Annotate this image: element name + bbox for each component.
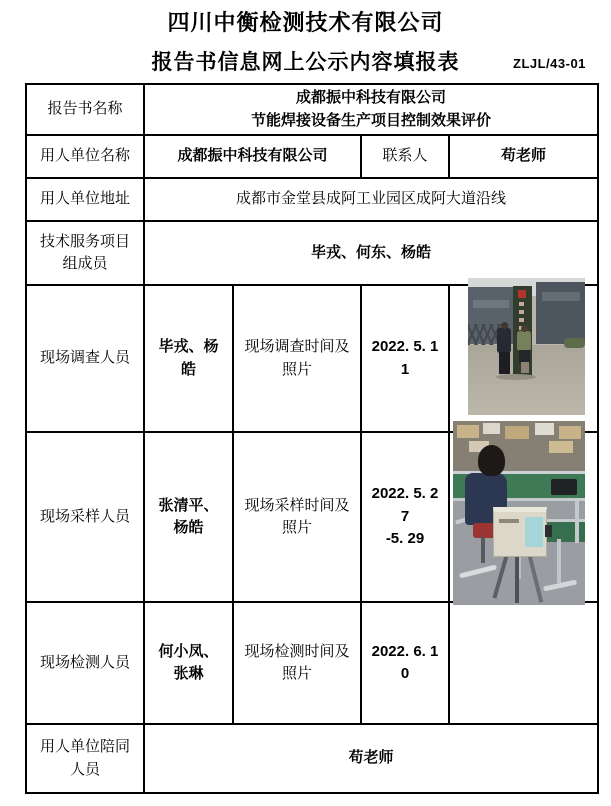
photo-worker-head <box>478 445 505 476</box>
photo-box <box>505 426 529 439</box>
photo-shadow <box>496 374 536 380</box>
survey-time-label: 现场调查时间及照片 <box>233 285 361 432</box>
testing-date <box>361 602 449 724</box>
photo-building-windows <box>473 300 509 308</box>
sampling-time-label: 现场采样时间及照片 <box>233 432 361 602</box>
photo-person2-body <box>517 331 531 351</box>
table-row <box>26 178 598 221</box>
photo-person2-head <box>521 325 528 332</box>
site-sampling-photo <box>453 421 585 605</box>
employer-address-label: 用人单位地址 <box>26 178 144 221</box>
table-row <box>26 602 598 724</box>
company-title: 四川中衡检测技术有限公司 <box>167 10 444 35</box>
contact-value: 苟老师 <box>449 135 598 178</box>
table-row <box>26 221 598 285</box>
photo-instrument-knob <box>545 525 552 537</box>
table-row <box>26 135 598 178</box>
survey-date-line1: 2022. 5. 11 <box>371 338 439 378</box>
photo-shrub <box>564 338 585 348</box>
table-row <box>26 724 598 793</box>
sampling-date-line1: 2022. 5. 27 <box>371 485 439 525</box>
form-code: ZLJL/43-01 <box>513 56 586 71</box>
team-label: 技术服务项目组成员 <box>26 221 144 285</box>
team-value: 毕戎、何东、杨皓 <box>144 221 598 285</box>
survey-date <box>361 285 449 432</box>
form-title: 报告书信息网上公示内容填报表 <box>151 51 460 74</box>
sampling-date-line2: -5. 29 <box>385 530 425 548</box>
photo-box <box>483 423 500 434</box>
photo-tripod-leg <box>515 553 519 603</box>
photo-person1-head <box>501 322 508 329</box>
testing-personnel-value: 何小凤、张琳 <box>144 602 233 724</box>
testing-personnel-label: 现场检测人员 <box>26 602 144 724</box>
photo-tripod-leg <box>527 551 543 602</box>
report-name-label: 报告书名称 <box>26 84 144 135</box>
photo-instrument-slot <box>499 519 519 523</box>
photo-red-chair <box>473 523 495 538</box>
site-survey-photo <box>468 278 585 415</box>
photo-black-device <box>551 479 577 495</box>
photo-instrument-panel <box>525 517 543 547</box>
photo-box <box>535 423 554 435</box>
photo-chair-leg <box>481 537 485 563</box>
photo-person2-legs <box>521 362 529 373</box>
photo-tripod-leg <box>492 551 509 598</box>
photo-building-windows <box>542 292 580 301</box>
photo-bench-leg <box>557 539 561 583</box>
table-row <box>26 84 598 135</box>
photo-sign-logo <box>518 290 526 298</box>
sampling-date <box>361 432 449 602</box>
sampling-personnel-value: 张清平、杨皓 <box>144 432 233 602</box>
photo-box <box>549 441 573 453</box>
report-name-line2: 节能焊接设备生产项目控制效果评价 <box>251 111 492 129</box>
report-name-line1: 成都振中科技有限公司 <box>296 89 447 106</box>
photo-bench-leg <box>575 501 579 543</box>
survey-personnel-value: 毕戎、杨皓 <box>144 285 233 432</box>
escort-value: 苟老师 <box>144 724 598 793</box>
contact-label: 联系人 <box>361 135 449 178</box>
escort-label: 用人单位陪同人员 <box>26 724 144 793</box>
sampling-personnel-label: 现场采样人员 <box>26 432 144 602</box>
testing-date-line1: 2022. 6. 10 <box>371 642 439 682</box>
photo-person1-legs <box>499 352 510 374</box>
employer-address-value: 成都市金堂县成阿工业园区成阿大道沿线 <box>144 178 598 221</box>
testing-photo-cell <box>449 602 598 724</box>
testing-time-label: 现场检测时间及照片 <box>233 602 361 724</box>
photo-person1-body <box>497 328 511 353</box>
photo-floor-streak <box>459 564 497 578</box>
employer-name-label: 用人单位名称 <box>26 135 144 178</box>
survey-personnel-label: 现场调查人员 <box>26 285 144 432</box>
report-name-value <box>144 84 598 135</box>
employer-name-value: 成都振中科技有限公司 <box>144 135 361 178</box>
photo-box <box>559 426 581 439</box>
photo-box <box>457 425 479 438</box>
